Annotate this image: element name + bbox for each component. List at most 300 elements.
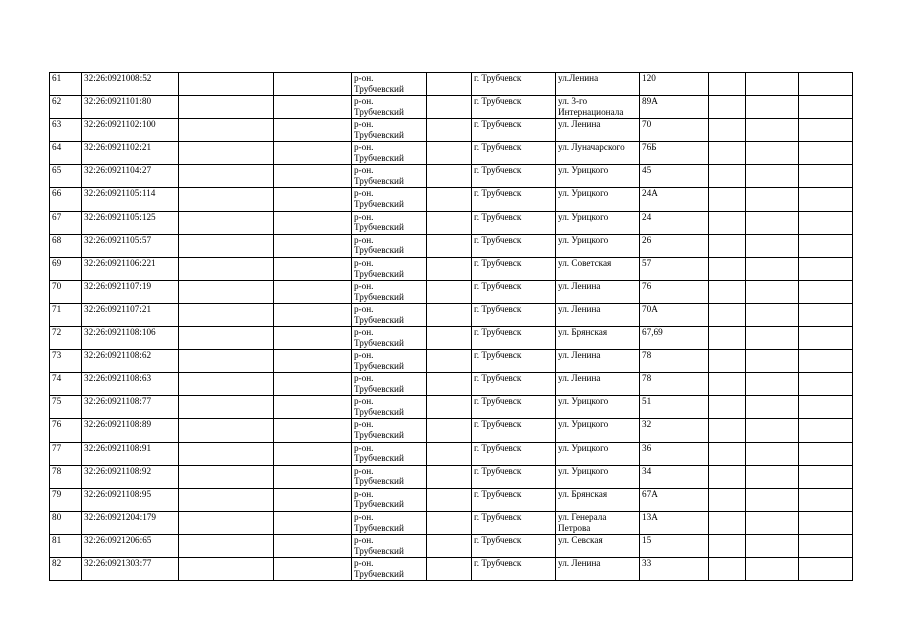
district-prefix: р-он. bbox=[354, 234, 374, 245]
cadastral-number: 32:26:0921204:179 bbox=[84, 511, 156, 522]
district-cell bbox=[352, 442, 427, 465]
city-cell bbox=[472, 257, 556, 280]
empty-cell bbox=[274, 119, 352, 142]
street-cell bbox=[556, 488, 640, 511]
empty-cell bbox=[799, 234, 853, 257]
district-name: Трубчевский bbox=[354, 222, 404, 233]
cadastral-number: 32:26:0921108:106 bbox=[84, 327, 156, 338]
street-cell bbox=[556, 465, 640, 488]
house-number-cell bbox=[640, 511, 709, 534]
empty-cell bbox=[746, 534, 799, 557]
empty-cell bbox=[746, 73, 799, 96]
cadastral-number-cell bbox=[82, 488, 179, 511]
empty-cell bbox=[709, 396, 746, 419]
empty-cell bbox=[799, 96, 853, 119]
street-name: ул. Ленина bbox=[558, 119, 601, 130]
table-row bbox=[50, 373, 853, 396]
district-prefix: р-он. bbox=[354, 303, 374, 314]
empty-cell bbox=[746, 557, 799, 580]
empty-cell bbox=[709, 257, 746, 280]
house-number: 36 bbox=[642, 442, 652, 453]
table-row bbox=[50, 234, 853, 257]
street-name: ул. Ленина bbox=[558, 280, 601, 291]
street-name: ул. Урицкого bbox=[558, 234, 609, 245]
empty-cell bbox=[746, 142, 799, 165]
empty-cell bbox=[746, 488, 799, 511]
empty-cell bbox=[274, 73, 352, 96]
district-prefix: р-он. bbox=[354, 488, 374, 499]
row-number-cell bbox=[50, 442, 82, 465]
row-number: 63 bbox=[52, 119, 62, 130]
cadastral-number: 32:26:0921303:77 bbox=[84, 557, 152, 568]
house-number-cell bbox=[640, 327, 709, 350]
district-cell bbox=[352, 96, 427, 119]
district-name: Трубчевский bbox=[354, 384, 404, 395]
empty-cell bbox=[427, 119, 472, 142]
street-cell bbox=[556, 119, 640, 142]
empty-cell bbox=[274, 165, 352, 188]
empty-cell bbox=[709, 511, 746, 534]
cadastral-number: 32:26:0921101:80 bbox=[84, 96, 152, 107]
district-prefix: р-он. bbox=[354, 211, 374, 222]
empty-cell bbox=[274, 373, 352, 396]
district-prefix: р-он. bbox=[354, 373, 374, 384]
district-prefix: р-он. bbox=[354, 165, 374, 176]
empty-cell bbox=[427, 373, 472, 396]
street-cell bbox=[556, 257, 640, 280]
empty-cell bbox=[746, 327, 799, 350]
cadastral-number: 32:26:0921105:57 bbox=[84, 234, 152, 245]
district-name: Трубчевский bbox=[354, 245, 404, 256]
city-name: г. Трубчевск bbox=[474, 188, 522, 199]
street-name: ул. Урицкого bbox=[558, 396, 609, 407]
city-name: г. Трубчевск bbox=[474, 165, 522, 176]
district-prefix: р-он. bbox=[354, 73, 374, 83]
row-number-cell bbox=[50, 396, 82, 419]
street-cell bbox=[556, 280, 640, 303]
row-number: 68 bbox=[52, 234, 62, 245]
table-row bbox=[50, 257, 853, 280]
street-cell bbox=[556, 188, 640, 211]
street-name: ул. Генерала bbox=[558, 511, 607, 522]
district-cell bbox=[352, 73, 427, 96]
empty-cell bbox=[746, 119, 799, 142]
street-cell bbox=[556, 73, 640, 96]
row-number: 64 bbox=[52, 142, 62, 153]
empty-cell bbox=[274, 188, 352, 211]
district-name: Трубчевский bbox=[354, 176, 404, 187]
empty-cell bbox=[746, 511, 799, 534]
street-name: ул. Урицкого bbox=[558, 442, 609, 453]
empty-cell bbox=[709, 119, 746, 142]
house-number-cell bbox=[640, 119, 709, 142]
city-name: г. Трубчевск bbox=[474, 442, 522, 453]
house-number: 78 bbox=[642, 350, 652, 361]
district-prefix: р-он. bbox=[354, 419, 374, 430]
street-cell bbox=[556, 419, 640, 442]
cadastral-number-cell bbox=[82, 350, 179, 373]
empty-cell bbox=[799, 73, 853, 96]
row-number: 67 bbox=[52, 211, 62, 222]
cadastral-number-cell bbox=[82, 557, 179, 580]
street-name-continued: Интернационала bbox=[558, 106, 624, 117]
house-number-cell bbox=[640, 419, 709, 442]
empty-cell bbox=[709, 303, 746, 326]
empty-cell bbox=[179, 234, 274, 257]
street-name: ул.Ленина bbox=[558, 73, 599, 83]
empty-cell bbox=[746, 303, 799, 326]
street-name: ул. Луначарского bbox=[558, 142, 625, 153]
district-name: Трубчевский bbox=[354, 360, 404, 371]
cadastral-number: 32:26:0921107:21 bbox=[84, 303, 152, 314]
district-cell bbox=[352, 211, 427, 234]
district-name: Трубчевский bbox=[354, 291, 404, 302]
empty-cell bbox=[746, 165, 799, 188]
cadastral-number-cell bbox=[82, 327, 179, 350]
empty-cell bbox=[427, 488, 472, 511]
cadastral-number: 32:26:0921108:77 bbox=[84, 396, 152, 407]
city-name: г. Трубчевск bbox=[474, 350, 522, 361]
row-number-cell bbox=[50, 165, 82, 188]
district-cell bbox=[352, 188, 427, 211]
empty-cell bbox=[179, 442, 274, 465]
house-number: 89А bbox=[642, 96, 658, 107]
table-row bbox=[50, 442, 853, 465]
city-cell bbox=[472, 142, 556, 165]
cadastral-number: 32:26:0921108:92 bbox=[84, 465, 152, 476]
row-number: 78 bbox=[52, 465, 62, 476]
cadastral-number-cell bbox=[82, 534, 179, 557]
district-name: Трубчевский bbox=[354, 314, 404, 325]
street-cell bbox=[556, 211, 640, 234]
district-name: Трубчевский bbox=[354, 453, 404, 464]
house-number-cell bbox=[640, 396, 709, 419]
empty-cell bbox=[179, 350, 274, 373]
row-number: 79 bbox=[52, 488, 62, 499]
empty-cell bbox=[799, 557, 853, 580]
row-number-cell bbox=[50, 73, 82, 96]
row-number: 70 bbox=[52, 280, 62, 291]
row-number: 74 bbox=[52, 373, 62, 384]
empty-cell bbox=[709, 96, 746, 119]
empty-cell bbox=[799, 280, 853, 303]
district-cell bbox=[352, 511, 427, 534]
district-cell bbox=[352, 119, 427, 142]
city-cell bbox=[472, 188, 556, 211]
row-number-cell bbox=[50, 373, 82, 396]
street-name: ул. 3-го bbox=[558, 96, 588, 107]
cadastral-number-cell bbox=[82, 211, 179, 234]
street-name: ул. Ленина bbox=[558, 303, 601, 314]
empty-cell bbox=[179, 280, 274, 303]
empty-cell bbox=[799, 211, 853, 234]
district-cell bbox=[352, 165, 427, 188]
cadastral-number: 32:26:0921105:114 bbox=[84, 188, 156, 199]
house-number: 67А bbox=[642, 488, 658, 499]
city-name: г. Трубчевск bbox=[474, 488, 522, 499]
district-cell bbox=[352, 280, 427, 303]
cadastral-number: 32:26:0921105:125 bbox=[84, 211, 156, 222]
empty-cell bbox=[427, 257, 472, 280]
empty-cell bbox=[799, 442, 853, 465]
empty-cell bbox=[709, 234, 746, 257]
city-name: г. Трубчевск bbox=[474, 280, 522, 291]
house-number: 45 bbox=[642, 165, 652, 176]
empty-cell bbox=[427, 419, 472, 442]
street-cell bbox=[556, 350, 640, 373]
street-name: ул. Ленина bbox=[558, 557, 601, 568]
empty-cell bbox=[274, 234, 352, 257]
empty-cell bbox=[746, 442, 799, 465]
empty-cell bbox=[179, 511, 274, 534]
house-number: 70 bbox=[642, 119, 652, 130]
street-name: ул. Советская bbox=[558, 257, 612, 268]
empty-cell bbox=[427, 165, 472, 188]
house-number-cell bbox=[640, 234, 709, 257]
empty-cell bbox=[427, 511, 472, 534]
city-name: г. Трубчевск bbox=[474, 465, 522, 476]
empty-cell bbox=[746, 396, 799, 419]
row-number-cell bbox=[50, 96, 82, 119]
empty-cell bbox=[427, 557, 472, 580]
cadastral-number-cell bbox=[82, 442, 179, 465]
empty-cell bbox=[709, 534, 746, 557]
house-number: 13А bbox=[642, 511, 658, 522]
house-number-cell bbox=[640, 534, 709, 557]
empty-cell bbox=[427, 327, 472, 350]
cadastral-number-cell bbox=[82, 119, 179, 142]
street-name: ул. Урицкого bbox=[558, 465, 609, 476]
empty-cell bbox=[799, 142, 853, 165]
table-row bbox=[50, 119, 853, 142]
row-number-cell bbox=[50, 327, 82, 350]
empty-cell bbox=[427, 396, 472, 419]
empty-cell bbox=[709, 350, 746, 373]
empty-cell bbox=[799, 188, 853, 211]
empty-cell bbox=[179, 257, 274, 280]
row-number: 80 bbox=[52, 511, 62, 522]
empty-cell bbox=[746, 373, 799, 396]
house-number-cell bbox=[640, 373, 709, 396]
district-name: Трубчевский bbox=[354, 522, 404, 533]
district-name: Трубчевский bbox=[354, 153, 404, 164]
empty-cell bbox=[274, 511, 352, 534]
city-name: г. Трубчевск bbox=[474, 419, 522, 430]
empty-cell bbox=[746, 234, 799, 257]
empty-cell bbox=[427, 188, 472, 211]
cadastral-number: 32:26:0921108:63 bbox=[84, 373, 152, 384]
district-prefix: р-он. bbox=[354, 280, 374, 291]
table-row bbox=[50, 280, 853, 303]
empty-cell bbox=[179, 119, 274, 142]
empty-cell bbox=[274, 211, 352, 234]
table-row bbox=[50, 534, 853, 557]
district-prefix: р-он. bbox=[354, 119, 374, 130]
city-name: г. Трубчевск bbox=[474, 396, 522, 407]
table-row bbox=[50, 211, 853, 234]
district-name: Трубчевский bbox=[354, 106, 404, 117]
city-name: г. Трубчевск bbox=[474, 534, 522, 545]
empty-cell bbox=[709, 142, 746, 165]
house-number: 78 bbox=[642, 373, 652, 384]
empty-cell bbox=[274, 465, 352, 488]
empty-cell bbox=[274, 419, 352, 442]
district-cell bbox=[352, 419, 427, 442]
house-number-cell bbox=[640, 350, 709, 373]
city-name: г. Трубчевск bbox=[474, 257, 522, 268]
city-name: г. Трубчевск bbox=[474, 511, 522, 522]
empty-cell bbox=[709, 373, 746, 396]
district-prefix: р-он. bbox=[354, 257, 374, 268]
empty-cell bbox=[427, 303, 472, 326]
empty-cell bbox=[179, 73, 274, 96]
empty-cell bbox=[179, 142, 274, 165]
city-name: г. Трубчевск bbox=[474, 211, 522, 222]
cadastral-number-cell bbox=[82, 280, 179, 303]
empty-cell bbox=[709, 165, 746, 188]
street-name: ул. Урицкого bbox=[558, 188, 609, 199]
cadastral-number-cell bbox=[82, 257, 179, 280]
empty-cell bbox=[799, 511, 853, 534]
empty-cell bbox=[799, 119, 853, 142]
house-number-cell bbox=[640, 211, 709, 234]
cadastral-number: 32:26:0921102:21 bbox=[84, 142, 152, 153]
city-cell bbox=[472, 303, 556, 326]
cadastral-number: 32:26:0921108:91 bbox=[84, 442, 152, 453]
district-prefix: р-он. bbox=[354, 511, 374, 522]
row-number: 77 bbox=[52, 442, 62, 453]
empty-cell bbox=[179, 488, 274, 511]
street-name: ул. Севская bbox=[558, 534, 603, 545]
street-name: ул. Ленина bbox=[558, 373, 601, 384]
district-name: Трубчевский bbox=[354, 430, 404, 441]
district-cell bbox=[352, 396, 427, 419]
empty-cell bbox=[179, 327, 274, 350]
cadastral-number-cell bbox=[82, 142, 179, 165]
row-number: 75 bbox=[52, 396, 62, 407]
cadastral-number-cell bbox=[82, 73, 179, 96]
house-number: 24 bbox=[642, 211, 652, 222]
cadastral-number: 32:26:0921206:65 bbox=[84, 534, 152, 545]
city-cell bbox=[472, 165, 556, 188]
table-row bbox=[50, 188, 853, 211]
empty-cell bbox=[709, 73, 746, 96]
empty-cell bbox=[274, 96, 352, 119]
cadastral-number-cell bbox=[82, 419, 179, 442]
empty-cell bbox=[709, 327, 746, 350]
cadastral-number-cell bbox=[82, 373, 179, 396]
city-cell bbox=[472, 327, 556, 350]
cadastral-number: 32:26:0921107:19 bbox=[84, 280, 152, 291]
street-cell bbox=[556, 234, 640, 257]
district-name: Трубчевский bbox=[354, 499, 404, 510]
row-number-cell bbox=[50, 280, 82, 303]
cadastral-number: 32:26:0921106:221 bbox=[84, 257, 156, 268]
house-number: 51 bbox=[642, 396, 652, 407]
district-name: Трубчевский bbox=[354, 83, 404, 94]
street-cell bbox=[556, 442, 640, 465]
district-name: Трубчевский bbox=[354, 199, 404, 210]
empty-cell bbox=[799, 396, 853, 419]
house-number-cell bbox=[640, 442, 709, 465]
empty-cell bbox=[427, 142, 472, 165]
empty-cell bbox=[427, 234, 472, 257]
empty-cell bbox=[179, 373, 274, 396]
city-cell bbox=[472, 234, 556, 257]
city-name: г. Трубчевск bbox=[474, 73, 522, 83]
table-row bbox=[50, 396, 853, 419]
street-cell bbox=[556, 534, 640, 557]
district-name: Трубчевский bbox=[354, 407, 404, 418]
street-name: ул. Урицкого bbox=[558, 419, 609, 430]
city-cell bbox=[472, 96, 556, 119]
empty-cell bbox=[427, 350, 472, 373]
empty-cell bbox=[799, 488, 853, 511]
house-number-cell bbox=[640, 165, 709, 188]
row-number: 76 bbox=[52, 419, 62, 430]
empty-cell bbox=[427, 280, 472, 303]
city-cell bbox=[472, 211, 556, 234]
empty-cell bbox=[427, 211, 472, 234]
table-row bbox=[50, 142, 853, 165]
empty-cell bbox=[799, 257, 853, 280]
district-prefix: р-он. bbox=[354, 534, 374, 545]
empty-cell bbox=[799, 165, 853, 188]
empty-cell bbox=[799, 350, 853, 373]
empty-cell bbox=[709, 188, 746, 211]
table-row bbox=[50, 73, 853, 96]
table-row bbox=[50, 165, 853, 188]
table-row bbox=[50, 350, 853, 373]
district-prefix: р-он. bbox=[354, 142, 374, 153]
district-prefix: р-он. bbox=[354, 188, 374, 199]
empty-cell bbox=[746, 188, 799, 211]
house-number-cell bbox=[640, 303, 709, 326]
row-number: 72 bbox=[52, 327, 62, 338]
city-cell bbox=[472, 119, 556, 142]
empty-cell bbox=[274, 327, 352, 350]
row-number-cell bbox=[50, 465, 82, 488]
empty-cell bbox=[746, 96, 799, 119]
district-cell bbox=[352, 465, 427, 488]
empty-cell bbox=[746, 211, 799, 234]
city-name: г. Трубчевск bbox=[474, 142, 522, 153]
empty-cell bbox=[427, 534, 472, 557]
empty-cell bbox=[709, 442, 746, 465]
empty-cell bbox=[746, 350, 799, 373]
house-number-cell bbox=[640, 465, 709, 488]
row-number-cell bbox=[50, 534, 82, 557]
row-number-cell bbox=[50, 419, 82, 442]
street-cell bbox=[556, 396, 640, 419]
table-row bbox=[50, 303, 853, 326]
district-prefix: р-он. bbox=[354, 557, 374, 568]
row-number-cell bbox=[50, 119, 82, 142]
registry-body bbox=[50, 73, 853, 581]
house-number: 24А bbox=[642, 188, 658, 199]
house-number: 34 bbox=[642, 465, 652, 476]
row-number: 69 bbox=[52, 257, 62, 268]
row-number-cell bbox=[50, 234, 82, 257]
district-cell bbox=[352, 373, 427, 396]
city-name: г. Трубчевск bbox=[474, 234, 522, 245]
empty-cell bbox=[799, 419, 853, 442]
empty-cell bbox=[179, 303, 274, 326]
city-cell bbox=[472, 419, 556, 442]
district-cell bbox=[352, 234, 427, 257]
street-cell bbox=[556, 142, 640, 165]
house-number-cell bbox=[640, 257, 709, 280]
